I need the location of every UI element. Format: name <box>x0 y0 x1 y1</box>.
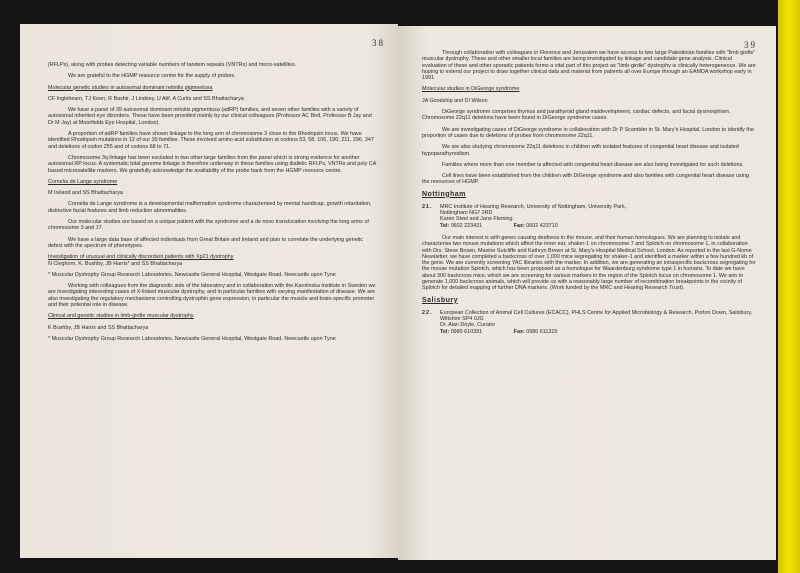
entry-number: 21. <box>422 203 433 210</box>
right-page <box>398 26 776 560</box>
yellow-page-edge <box>778 0 800 573</box>
authors-digeorge: JA Goodship and DI Wilson <box>422 97 488 104</box>
paragraph: We have a panel of 39 autosomal dominant retinitis pigmentosa (adRP) families, and seven other families with a variety of autosomal inherited eye disorders. These have been provided mainly by our clinical colleagues (Professor AC Bird, Professor B Jay and Dr M Jay) at Moorfields Eye Hospital, London). <box>48 107 372 126</box>
authors-xp21: N Cleghorn, K. Bushby, JB Harris* and SS Bhattacharya <box>48 260 183 267</box>
tel-number: 0980 610391 <box>450 328 483 335</box>
tel-label: Tel: <box>440 222 450 229</box>
intro-text: Through collaboration with colleagues in Florence and Jerusalem we have access to two large Palestinian families with "limb girdle" muscular dystrophy. These and other smaller local families are being investigated by linkage and candidate gene analysis. Clinical evaluation of these and other sporadic patients forms a vital part of this project as "limb-girdle" dystrophy is clinically heterogeneous. We are hoping to extend our project to draw together clinical data and material from patients all over Europe through an EAMDA workshop early in 1991. <box>422 50 756 82</box>
section-heading-xp21: Investigation of unusual and clinically discordant patients with Xp21 dystrophy <box>48 254 234 261</box>
contact-phone-row <box>440 223 626 229</box>
affiliation-limb-girdle: * Muscular Dystrophy Group Research Laboratories, Newcastle General Hospital, Westgate Road, Newcastle upon Tyne <box>48 335 336 342</box>
paragraph: Working with colleagues from the diagnostic side of the laboratory and in collaboration with the Karolinska Institute in Sweden we are investigating interesting cases of X-linked muscular dystrophy, and in particular families with varying manifestation of disease. We are also investigating the regulatory mechanisms controlling dystrophin gene expression, in particular the muscle and brain-specific promoter and their potential role in disease. <box>48 283 376 309</box>
paragraph: A proportion of adRP families have shown linkage to the long arm of chromosome 3 close to the Rhodopsin locus. We have identified Rhodopsin mutations in 12 of our 39 families. These involved amino acid substitution at codons 53, 58, 106, 190, 211, 296, 347 and deletions of codon 255 and of codons 68 to 71. <box>48 131 374 150</box>
paragraph: Our main interest is with genes causing deafness in the mouse, and their human homologues. We are planning to isolate and characterise two mouse mutations which affect the inner ear, shaker-1 on chromosome 7 and Splotch on chromosome 1, in collaboration with Drs. Steve Brown, Maxine Sutcliffe and Kathryn Brown at St. Mary's Hospital Medical School, London. As reported in the last G-Nome Newsletter, we have completed a backcross of over 1,000 mice segregating for shaker-1 and identified a marker within a few hundred kb of the gene. We are currently screening YAC libraries with the marker. In addition, we are generating an intraspecific backcross segregating for the mouse mutation Splotch, which has been proposed as a homologue for Waardenburg syndrome type 1 in humans. To date we have about 300 backcross mice, which we are screening for various markers in the region of the Splotch locus on chromosome 1. We aim to generate 1,000 backcross animals, which will provide us with a reasonably large number of recombination breakpoints in the vicinity of Splotch for detailed mapping of further DNA markers. (Work funded by the MRC and Hearing Research Trust). <box>422 234 756 292</box>
contact-names: Dr. Alan Doyle, Curator <box>440 322 496 329</box>
authors-cornelia: M Ireland and SS Bhattacharya <box>48 190 123 197</box>
institution-entry-nottingham <box>422 204 757 229</box>
section-title-nottingham: Nottingham <box>422 190 466 198</box>
fax-label: Fax: <box>513 222 525 229</box>
paragraph: Families where more than one member is affected with congenital heart disease are also being investigated for such deletions. <box>442 161 744 168</box>
tel-label: Tel: <box>440 328 450 335</box>
paragraph: We have a large data base of affected individuals from Great Britain and Ireland and plan to correlate the underlying genetic defect with the spectrum of phenotypes. <box>48 236 363 249</box>
section-heading-adrp: Molecular genetic studies in autosomal dominant retinitis pigmentosa <box>48 84 213 91</box>
contact-names: Karen Steel and Jane Fleming <box>440 216 513 223</box>
fax-number: 0980 611315 <box>526 328 558 335</box>
paragraph: We are investigating cases of DiGeorge syndrome in collaboration with Dr P Scambler in St. Mary's Hospital, London to identify the proportion of cases due to deletions of probes from chromosome 22q11. <box>422 126 754 139</box>
institution-entry-salisbury <box>422 310 757 335</box>
authors-limb-girdle: K Bushby, JB Harris and SS Bhattacharya <box>48 324 149 331</box>
paragraph: DiGeorge syndrome comprises thymus and parathyroid gland maldevelopment, cardiac defects, and facial dysmorphism. Chromosome 22q11 deletions have been found in DiGeorge syndrome cases. <box>422 109 731 122</box>
page-number-left: 38 <box>372 38 385 48</box>
left-page-content <box>48 62 378 347</box>
paragraph: Our molecular studies are based on a unique patient with the syndrome and a de novo translocation involving the long arms of chromosome 3 and 17. <box>48 219 369 232</box>
institution-details <box>440 310 757 335</box>
contact-phone-row <box>440 329 757 335</box>
paragraph: Cell lines have been established from the children with DiGeorge syndrome and also families with congenital heart disease using the resources of HGMP. <box>422 173 749 186</box>
authors-adrp: CF Inglehearn, TJ Keen, R Bashir, J Lindsey, U Atif, A Curtis and SS Bhattacharya <box>48 95 244 102</box>
right-page-content <box>422 50 757 341</box>
thanks-text: We are grateful to the HGMP resource centre for the supply of probes. <box>68 73 236 80</box>
paragraph: Chromosome 3q linkage has been excluded in two other large families from the panel which is strong evidence for another autosomal RP locus. A systematic total genome linkage is therefore underway in these families using diallelic RFLPs, VNTRs and poly CA based microsatellite markers. We gratefully acknowledge the availability of the probe bank from the HGMP resource centre. <box>48 154 376 174</box>
tel-number: 0602 223431 <box>450 222 483 229</box>
section-heading-cornelia: Cornelia de Lange syndrome <box>48 178 118 185</box>
intro-text: (RFLPs), along with probes detecting variable numbers of tandem repeats (VNTRs) and micro-satellites. <box>48 62 297 68</box>
section-heading-limb-girdle: Clinical and genetic studies in limb-girdle muscular dystrophy <box>48 313 194 320</box>
institution-name: European Collection of Animal Cell Cultures (ECACC), PHLS Centre for Applied Microbiology & Research, Porton Down, Salisbury, Wiltshire SP4 0JG <box>440 309 753 322</box>
fax-number: 0602 423710 <box>526 222 558 229</box>
institution-details <box>440 204 626 229</box>
section-heading-digeorge: Molecular studies in DiGeorge syndrome <box>422 86 520 93</box>
page-number-right: 39 <box>744 40 757 50</box>
fax-label: Fax: <box>513 328 525 335</box>
institution-name: MRC Institute of Hearing Research, University of Nottingham, University Park, <box>440 203 627 210</box>
left-page <box>20 24 398 558</box>
entry-number: 22. <box>422 309 433 316</box>
affiliation-xp21: * Muscular Dystrophy Group Research Laboratories, Newcastle General Hospital, Westgate Road, Newcastle upon Tyne <box>48 271 336 278</box>
institution-address: Nottingham NG7 2RD <box>440 210 493 217</box>
paragraph: We are also studying chromosome 22q11 deletions in children with isolated features of congenital heart disease and isolated hypoparathyroidism. <box>422 144 739 157</box>
paragraph: Cornelia de Lange syndrome is a developmental malformation syndrome characterised by mental handicap, growth retardation, distinctive facial features and limb reduction abnormalities. <box>48 201 372 214</box>
section-title-salisbury: Salisbury <box>422 296 459 304</box>
